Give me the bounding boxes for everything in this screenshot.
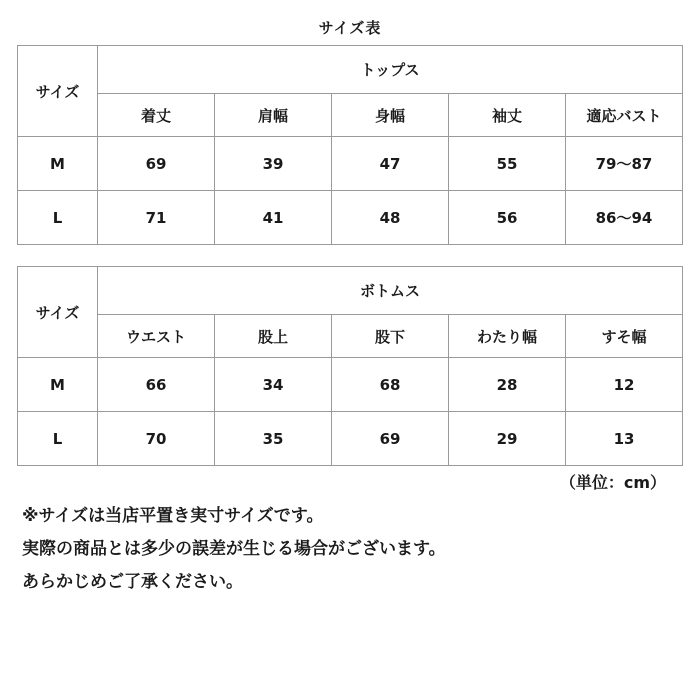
table-cell: 69 — [332, 412, 449, 466]
size-label: M — [18, 358, 98, 412]
table-cell: 47 — [332, 137, 449, 191]
table-row — [18, 137, 683, 191]
unit-note: （単位：cm） — [559, 473, 666, 492]
table-cell: 71 — [98, 191, 215, 245]
size-label: M — [18, 137, 98, 191]
bottoms-size-table — [17, 266, 683, 466]
notes-block — [22, 506, 446, 605]
table-cell: 12 — [566, 358, 683, 412]
size-chart-title: サイズ表 — [318, 19, 382, 37]
column-header: すそ幅 — [566, 315, 683, 358]
table-cell: 13 — [566, 412, 683, 466]
table-cell: 34 — [215, 358, 332, 412]
column-header: 股下 — [332, 315, 449, 358]
table-cell: 66 — [98, 358, 215, 412]
table-cell: 35 — [215, 412, 332, 466]
size-label: L — [18, 191, 98, 245]
note-line: ※サイズは当店平置き実寸サイズです。 — [22, 506, 324, 526]
size-header-cell: サイズ — [18, 46, 98, 137]
table-row — [18, 412, 683, 466]
table-row — [18, 191, 683, 245]
size-label: L — [18, 412, 98, 466]
column-header: 着丈 — [98, 94, 215, 137]
table-cell: 29 — [449, 412, 566, 466]
table-row — [18, 358, 683, 412]
column-header: 袖丈 — [449, 94, 566, 137]
column-header: 股上 — [215, 315, 332, 358]
table-cell: 79～87 — [566, 137, 683, 191]
table-cell: 68 — [332, 358, 449, 412]
column-header: 肩幅 — [215, 94, 332, 137]
table-cell: 28 — [449, 358, 566, 412]
table-cell: 86～94 — [566, 191, 683, 245]
table-cell: 56 — [449, 191, 566, 245]
table-cell: 69 — [98, 137, 215, 191]
table-cell: 48 — [332, 191, 449, 245]
note-line: あらかじめご了承ください。 — [22, 572, 243, 592]
table-cell: 55 — [449, 137, 566, 191]
table-cell: 70 — [98, 412, 215, 466]
column-header: わたり幅 — [449, 315, 566, 358]
column-header: 身幅 — [332, 94, 449, 137]
column-header: ウエスト — [98, 315, 215, 358]
tops-group-header: トップス — [98, 46, 683, 94]
bottoms-group-header: ボトムス — [98, 267, 683, 315]
table-cell: 41 — [215, 191, 332, 245]
size-header-cell: サイズ — [18, 267, 98, 358]
column-header: 適応バスト — [566, 94, 683, 137]
table-cell: 39 — [215, 137, 332, 191]
note-line: 実際の商品とは多少の誤差が生じる場合がございます。 — [22, 539, 446, 559]
tops-size-table — [17, 45, 683, 245]
